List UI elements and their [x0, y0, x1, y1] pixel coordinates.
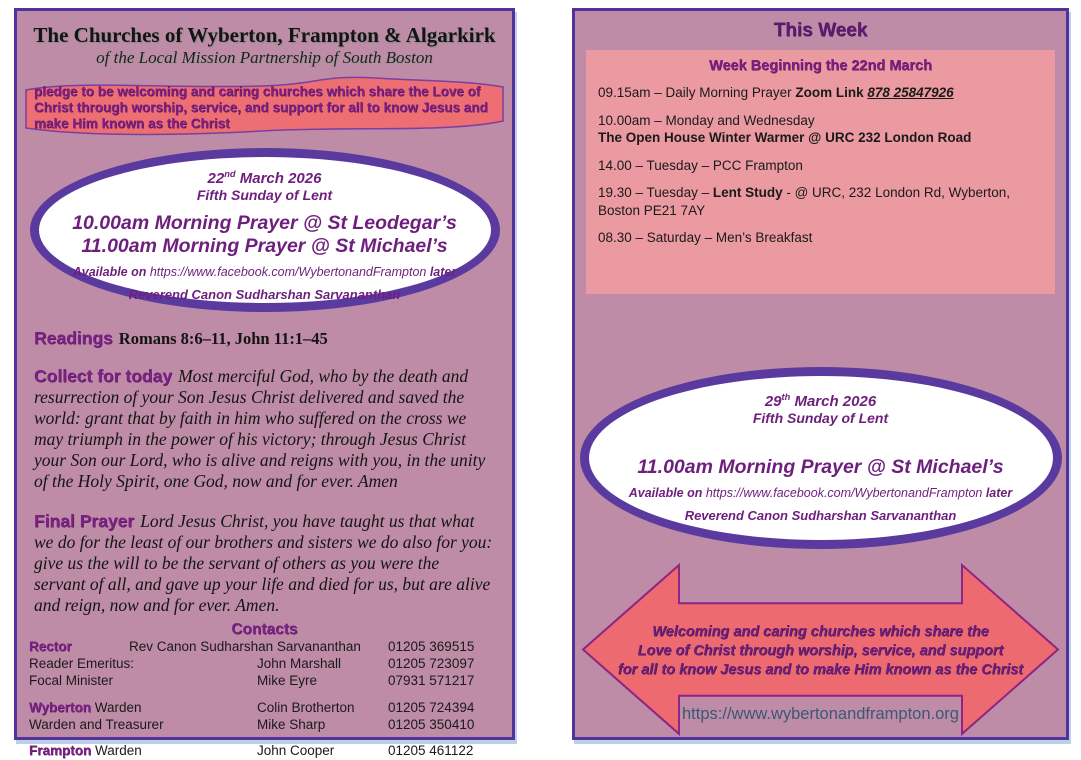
contact-row-warden-treasurer — [17, 717, 512, 734]
contact-name: Mike Eyre — [257, 672, 318, 688]
schedule-item-lent-study: 19.30 – Tuesday – Lent Study - @ URC, 232 London Rd, Wyberton, Boston PE21 7AY — [598, 185, 1011, 218]
minister-name: Reverend Canon Sudharshan Sarvananthan — [684, 508, 957, 523]
facebook-availability: Available on https://www.facebook.com/WybertonandFrampton later — [72, 265, 457, 279]
schedule-item-mens-breakfast: 08.30 – Saturday – Men’s Breakfast — [598, 230, 813, 246]
contact-role: Reader Emeritus: — [29, 655, 135, 671]
contact-role: Focal Minister — [29, 672, 114, 688]
facebook-link[interactable]: https://www.facebook.com/WybertonandFrampton — [149, 265, 427, 279]
service-oval-29th — [580, 367, 1062, 549]
service-date: 29th March 2026 — [764, 392, 877, 410]
contact-name: Colin Brotherton — [257, 699, 355, 715]
readings-line — [34, 328, 495, 349]
readings-references: Romans 8:6–11, John 11:1–45 — [118, 329, 328, 348]
contact-row-reader-emeritus — [17, 656, 512, 673]
page-subtitle: of the Local Mission Partnership of South Boston — [96, 48, 433, 67]
contact-phone: 01205 723097 — [388, 655, 475, 671]
contact-role: Rector — [29, 639, 72, 654]
contact-phone: 01205 350410 — [388, 716, 475, 732]
minister-name: Reverend Canon Sudharshan Sarvananthan — [128, 287, 401, 302]
pledge-banner — [22, 74, 507, 140]
contact-row-rector — [17, 639, 512, 656]
contact-name: John Cooper — [257, 743, 335, 759]
website-link[interactable]: https://www.wybertonandframpton.org — [682, 705, 959, 723]
final-prayer-text: Lord Jesus Christ, you have taught us that what we do for the least of our brothers and sisters we do also for you: give us the will to be the servant of others as you were the servant of all, and gave up your life and died for us, but are alive and reign, now and for ever. Amen. — [34, 511, 493, 615]
mission-statement: Welcoming and caring churches which share the Love of Christ through worship, service, and support for all to know Jesus and to make Him known as the Christ — [617, 624, 1024, 678]
schedule-item-open-house: 10.00am – Monday and Wednesday The Open House Winter Warmer @ URC 232 London Road — [598, 112, 972, 146]
contact-phone: 01205 724394 — [388, 699, 475, 715]
contact-phone: 01205 369515 — [388, 639, 475, 654]
schedule-item-pcc-frampton: 14.00 – Tuesday – PCC Frampton — [598, 157, 803, 173]
facebook-availability: Available on https://www.facebook.com/WybertonandFrampton later — [628, 486, 1013, 500]
service-date: 22nd March 2026 — [207, 169, 322, 187]
left-page — [14, 8, 515, 759]
contact-role: Warden and Treasurer — [29, 716, 164, 732]
contact-role: Warden — [91, 699, 142, 715]
page-title: The Churches of Wyberton, Frampton & Algarkirk — [33, 23, 496, 47]
right-page — [572, 8, 1069, 740]
contact-row-frampton-warden — [17, 743, 512, 760]
week-schedule-box — [586, 50, 1055, 294]
service-times: 10.00am Morning Prayer @ St Leodegar’s 11.00am Morning Prayer @ St Michael’s — [72, 212, 457, 257]
contact-name: Mike Sharp — [257, 716, 326, 732]
this-week-heading: This Week — [773, 20, 868, 41]
collect-paragraph — [34, 366, 495, 492]
contact-role: Warden — [91, 743, 142, 759]
contact-name: John Marshall — [257, 655, 342, 671]
schedule-item-morning-prayer: 09.15am – Daily Morning Prayer Zoom Link 878 25847926 — [598, 85, 954, 100]
week-beginning-title: Week Beginning the 22nd March — [709, 58, 932, 74]
collect-text: Most merciful God, who by the death and resurrection of your Son Jesus Christ delivered and saved the world: grant that by faith in him who suffered on the cross we may triumph in the power of his victory; through Jesus Christ your Son our Lord, who is alive and reigns with you, in the unity of the Holy Spirit, one God, now and for ever. Amen — [34, 366, 486, 491]
final-prayer-paragraph — [34, 511, 495, 616]
service-oval-22nd — [30, 148, 500, 312]
mission-arrow-banner — [575, 559, 1066, 745]
contact-phone: 07931 571217 — [388, 672, 475, 688]
contact-row-wyberton-warden — [17, 700, 512, 717]
service-sunday: Fifth Sunday of Lent — [752, 410, 889, 426]
contact-phone: 01205 461122 — [388, 743, 474, 759]
pledge-text: pledge to be welcoming and caring churches which share the Love of Christ through worship, service, and support for all to know Jesus and make Him known as the Christ — [34, 84, 488, 132]
contact-parish: Frampton — [29, 743, 92, 759]
zoom-meeting-id[interactable]: 878 25847926 — [867, 85, 954, 100]
contact-name: Rev Canon Sudharshan Sarvananthan — [129, 639, 361, 654]
collect-label: Collect for today — [34, 366, 173, 386]
final-prayer-label: Final Prayer — [34, 511, 135, 531]
service-times: 11.00am Morning Prayer @ St Michael’s — [637, 456, 1004, 478]
service-sunday: Fifth Sunday of Lent — [196, 187, 333, 203]
contact-parish: Wyberton — [29, 699, 92, 715]
readings-label: Readings — [34, 328, 113, 348]
contact-row-focal-minister — [17, 673, 512, 690]
contacts-heading: Contacts — [231, 621, 298, 638]
facebook-link[interactable]: https://www.facebook.com/WybertonandFrampton — [705, 486, 983, 500]
